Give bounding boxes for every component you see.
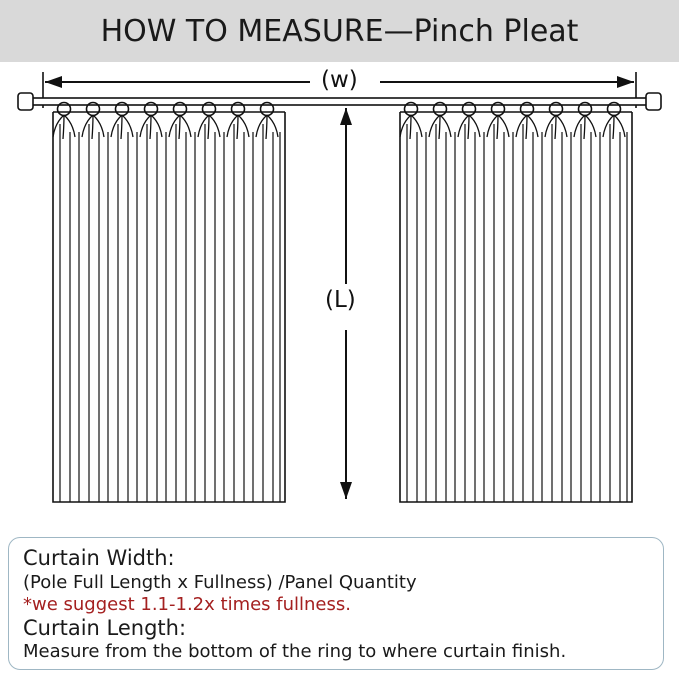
curtain-rod-icon xyxy=(18,93,661,110)
title-banner xyxy=(0,0,679,62)
curtain-length-heading: Curtain Length: xyxy=(23,615,187,640)
pinch-pleat-curtain-panel-left-icon xyxy=(53,103,285,503)
curtain-diagram xyxy=(0,62,679,532)
page-title: HOW TO MEASURE—Pinch Pleat xyxy=(100,13,579,49)
pinch-pleat-curtain-panel-right-icon xyxy=(400,103,632,503)
curtain-length-detail: Measure from the bottom of the ring to where curtain finish. xyxy=(23,641,567,663)
length-dimension-label: (L) xyxy=(322,287,359,313)
curtain-width-formula: (Pole Full Length x Fullness) /Panel Quantity xyxy=(23,571,417,593)
fullness-suggestion-note: *we suggest 1.1-1.2x times fullness. xyxy=(23,593,351,615)
curtain-width-heading: Curtain Width: xyxy=(23,546,175,570)
width-dimension-label: (w) xyxy=(318,67,361,93)
measurement-instructions-box xyxy=(8,537,664,670)
